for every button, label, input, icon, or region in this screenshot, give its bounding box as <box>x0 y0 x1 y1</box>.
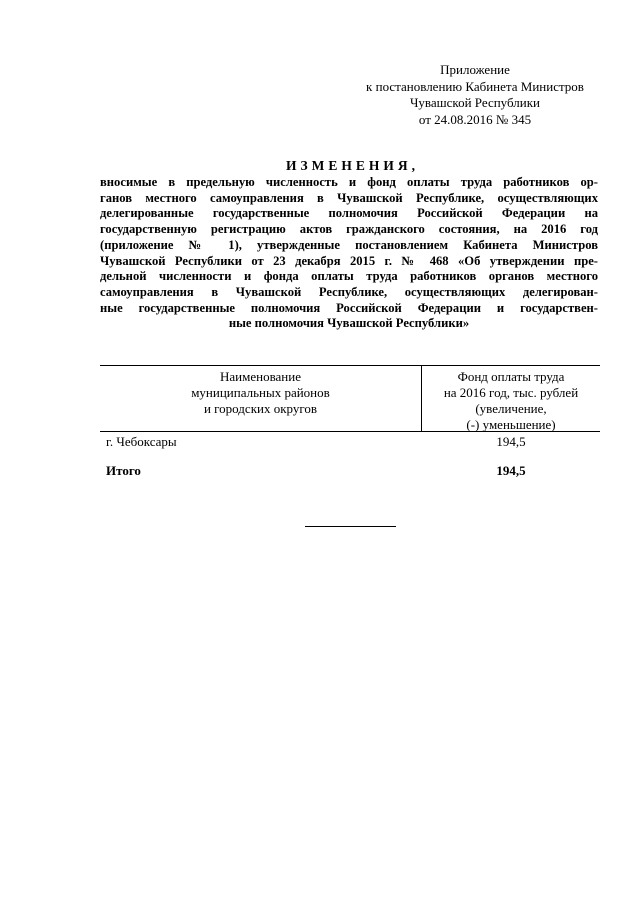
appendix-line-1: Приложение <box>440 62 510 77</box>
row-municipality-name: г. Чебоксары <box>106 434 177 449</box>
document-subtitle <box>100 175 598 332</box>
subtitle-line: государственную регистрацию актов гражданского состояния, на 2016 год <box>100 222 598 237</box>
header-municipality-line: Наименование <box>220 369 301 384</box>
appendix-line-2: к постановлению Кабинета Министров <box>366 78 584 94</box>
total-label: Итого <box>106 463 141 478</box>
appendix-header <box>340 62 610 128</box>
document-title: ИЗМЕНЕНИЯ, <box>285 158 419 173</box>
table-header <box>100 365 600 432</box>
row-fund-value: 194,5 <box>496 434 526 449</box>
appendix-line-4: от 24.08.2016 № 345 <box>418 111 532 127</box>
header-fund-line: на 2016 год, тыс. рублей <box>443 385 579 400</box>
subtitle-line: вносимые в предельную численность и фонд оплаты труда работников ор- <box>100 175 598 189</box>
subtitle-line: ные государственные полномочия Российской Федерации и государствен- <box>100 300 598 315</box>
header-municipality-line: муниципальных районов <box>191 385 330 400</box>
total-value: 194,5 <box>496 463 526 478</box>
subtitle-line: ганов местного самоуправления в Чувашской Республике, осуществляющих <box>100 190 598 205</box>
header-municipality <box>100 366 422 431</box>
header-fund-line: (увеличение, <box>475 401 547 416</box>
subtitle-line: делегированные государственные полномочия Российской Федерации на <box>100 206 598 221</box>
subtitle-line: дельной численности и фонда оплаты труда работников органов местного <box>100 269 598 284</box>
header-fund-line: (-) уменьшение) <box>466 417 556 432</box>
appendix-line-3: Чувашской Республики <box>409 95 541 110</box>
header-fund <box>422 366 600 431</box>
table-row <box>100 434 600 450</box>
changes-table <box>100 365 600 479</box>
subtitle-line: Чувашской Республики от 23 декабря 2015 г. № 468 «Об утверждении пре- <box>100 253 598 268</box>
closing-divider <box>305 526 396 527</box>
table-total-row <box>100 463 600 479</box>
subtitle-line: ные полномочия Чувашской Республики» <box>228 316 470 331</box>
header-municipality-line: и городских округов <box>203 401 318 416</box>
subtitle-line: самоуправления в Чувашской Республике, осуществляющих делегирован- <box>100 284 598 299</box>
header-fund-line: Фонд оплаты труда <box>457 369 565 384</box>
subtitle-line: (приложение № 1), утвержденные постановлением Кабинета Министров <box>100 237 598 252</box>
